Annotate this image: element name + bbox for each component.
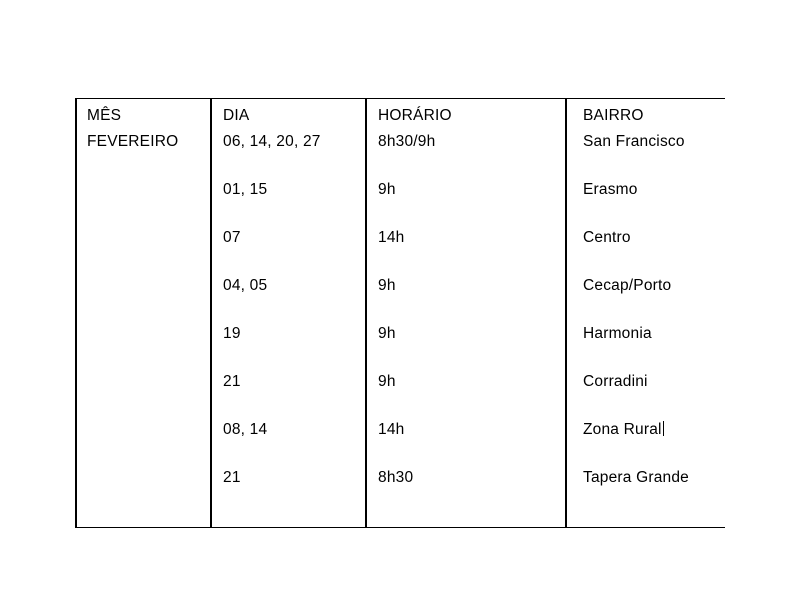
table-row: 01, 15 — [223, 181, 268, 198]
table-row: Harmonia — [583, 325, 652, 342]
table-column-divider-mes-dia — [210, 99, 212, 527]
table-column-divider-horario-bairro — [565, 99, 567, 527]
table-row: 21 — [223, 469, 241, 486]
table-row: San Francisco — [583, 133, 685, 150]
table-column-divider-left — [75, 99, 77, 527]
table-column-divider-dia-horario — [365, 99, 367, 527]
text-cursor-icon — [663, 421, 664, 436]
table-row: 8h30/9h — [378, 133, 436, 150]
column-header-mes: MÊS — [87, 107, 122, 124]
table-row: Centro — [583, 229, 631, 246]
table-row: Corradini — [583, 373, 648, 390]
column-header-horario: HORÁRIO — [378, 107, 452, 124]
table-row: 21 — [223, 373, 241, 390]
table-row: 9h — [378, 373, 396, 390]
table-row: 14h — [378, 229, 405, 246]
schedule-table — [75, 98, 725, 528]
table-row: Tapera Grande — [583, 469, 689, 486]
table-row: 9h — [378, 277, 396, 294]
table-row: 06, 14, 20, 27 — [223, 133, 321, 150]
table-row: 14h — [378, 421, 405, 438]
table-row: 9h — [378, 181, 396, 198]
table-row — [583, 421, 664, 439]
month-label: FEVEREIRO — [87, 133, 179, 150]
column-header-dia: DIA — [223, 107, 250, 124]
table-row: 04, 05 — [223, 277, 268, 294]
table-row: 9h — [378, 325, 396, 342]
table-row: 19 — [223, 325, 241, 342]
table-row: 8h30 — [378, 469, 414, 486]
table-row: Cecap/Porto — [583, 277, 672, 294]
table-cell-text: Zona Rural — [583, 421, 662, 438]
table-row: 08, 14 — [223, 421, 268, 438]
column-header-bairro: BAIRRO — [583, 107, 644, 124]
table-row: Erasmo — [583, 181, 638, 198]
table-row: 07 — [223, 229, 241, 246]
